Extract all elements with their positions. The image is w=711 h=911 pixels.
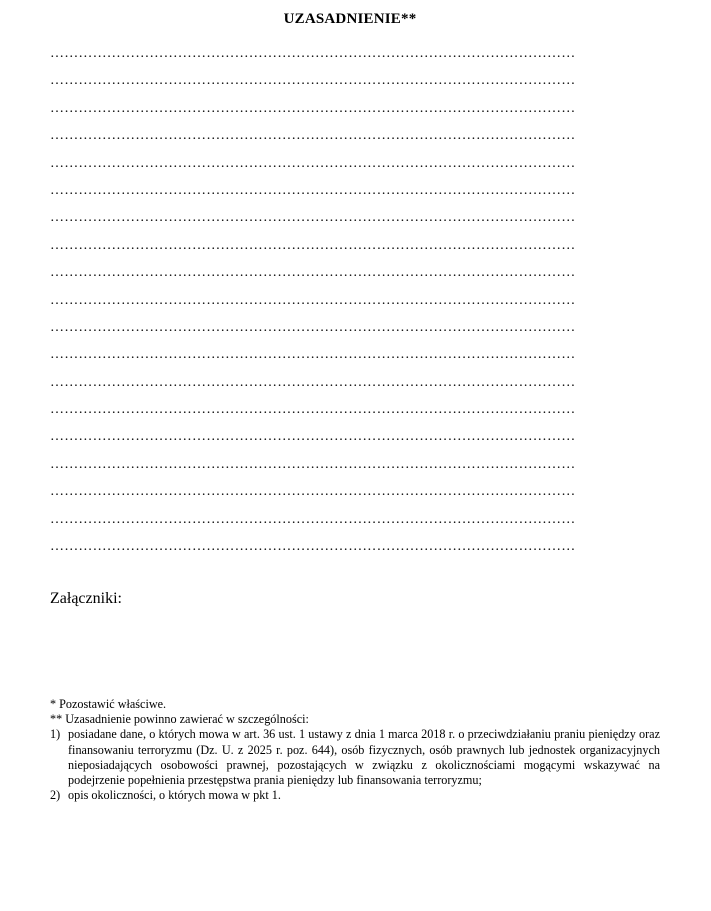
fill-line[interactable]: ………………………………………………………………………………………………… [50,182,576,198]
fill-line[interactable]: ………………………………………………………………………………………………… [50,429,576,445]
document-title: UZASADNIENIE** [283,11,417,27]
fill-line[interactable]: ………………………………………………………………………………………………… [50,347,576,363]
footnote-item-number: 1) [50,727,61,742]
fill-line[interactable]: ………………………………………………………………………………………………… [50,237,576,253]
fill-line[interactable]: ………………………………………………………………………………………………… [50,511,576,527]
fill-line[interactable]: ………………………………………………………………………………………………… [50,73,576,89]
fill-line[interactable]: ………………………………………………………………………………………………… [50,128,576,144]
fill-line[interactable]: ………………………………………………………………………………………………… [50,46,576,61]
footnote-single-asterisk: * Pozostawić właściwe. [50,697,167,711]
fill-line[interactable]: ………………………………………………………………………………………………… [50,319,576,335]
fill-line[interactable]: ………………………………………………………………………………………………… [50,402,576,418]
justification-fill-lines [50,40,650,560]
fill-line[interactable]: ………………………………………………………………………………………………… [50,374,576,390]
footnote-item-text: posiadane dane, o których mowa w art. 36 ust. 1 ustawy z dnia 1 marca 2018 r. o przeciwdziałaniu praniu pieniędzy oraz finansowaniu terroryzmu (Dz. U. z 2025 r. poz. 644), osób fizycznych, osób prawnych lub jednostek organizacyjnych nieposiadających osobowości prawnej, pozostających w związku z okolicznościami mogącymi wskazywać na podejrzenie popełnienia przestępstwa prania pieniędzy lub finansowania terroryzmu; [68,727,660,788]
fill-line[interactable]: ………………………………………………………………………………………………… [50,155,576,171]
footnote-double-asterisk: ** Uzasadnienie powinno zawierać w szczególności: [50,712,309,727]
footnote-item-number: 2) [50,788,61,803]
footnote-item-text: opis okoliczności, o których mowa w pkt 1. [68,788,281,803]
fill-line[interactable]: ………………………………………………………………………………………………… [50,100,576,116]
fill-line[interactable]: ………………………………………………………………………………………………… [50,210,576,226]
attachments-label: Załączniki: [50,590,122,607]
footnote-list-item [50,727,660,788]
fill-line[interactable]: ………………………………………………………………………………………………… [50,292,576,308]
footnote-list-item [50,788,660,803]
fill-line[interactable]: ………………………………………………………………………………………………… [50,484,576,500]
fill-line[interactable]: ………………………………………………………………………………………………… [50,539,576,555]
footnotes [50,697,660,803]
fill-line[interactable]: ………………………………………………………………………………………………… [50,265,576,281]
fill-line[interactable]: ………………………………………………………………………………………………… [50,456,576,472]
